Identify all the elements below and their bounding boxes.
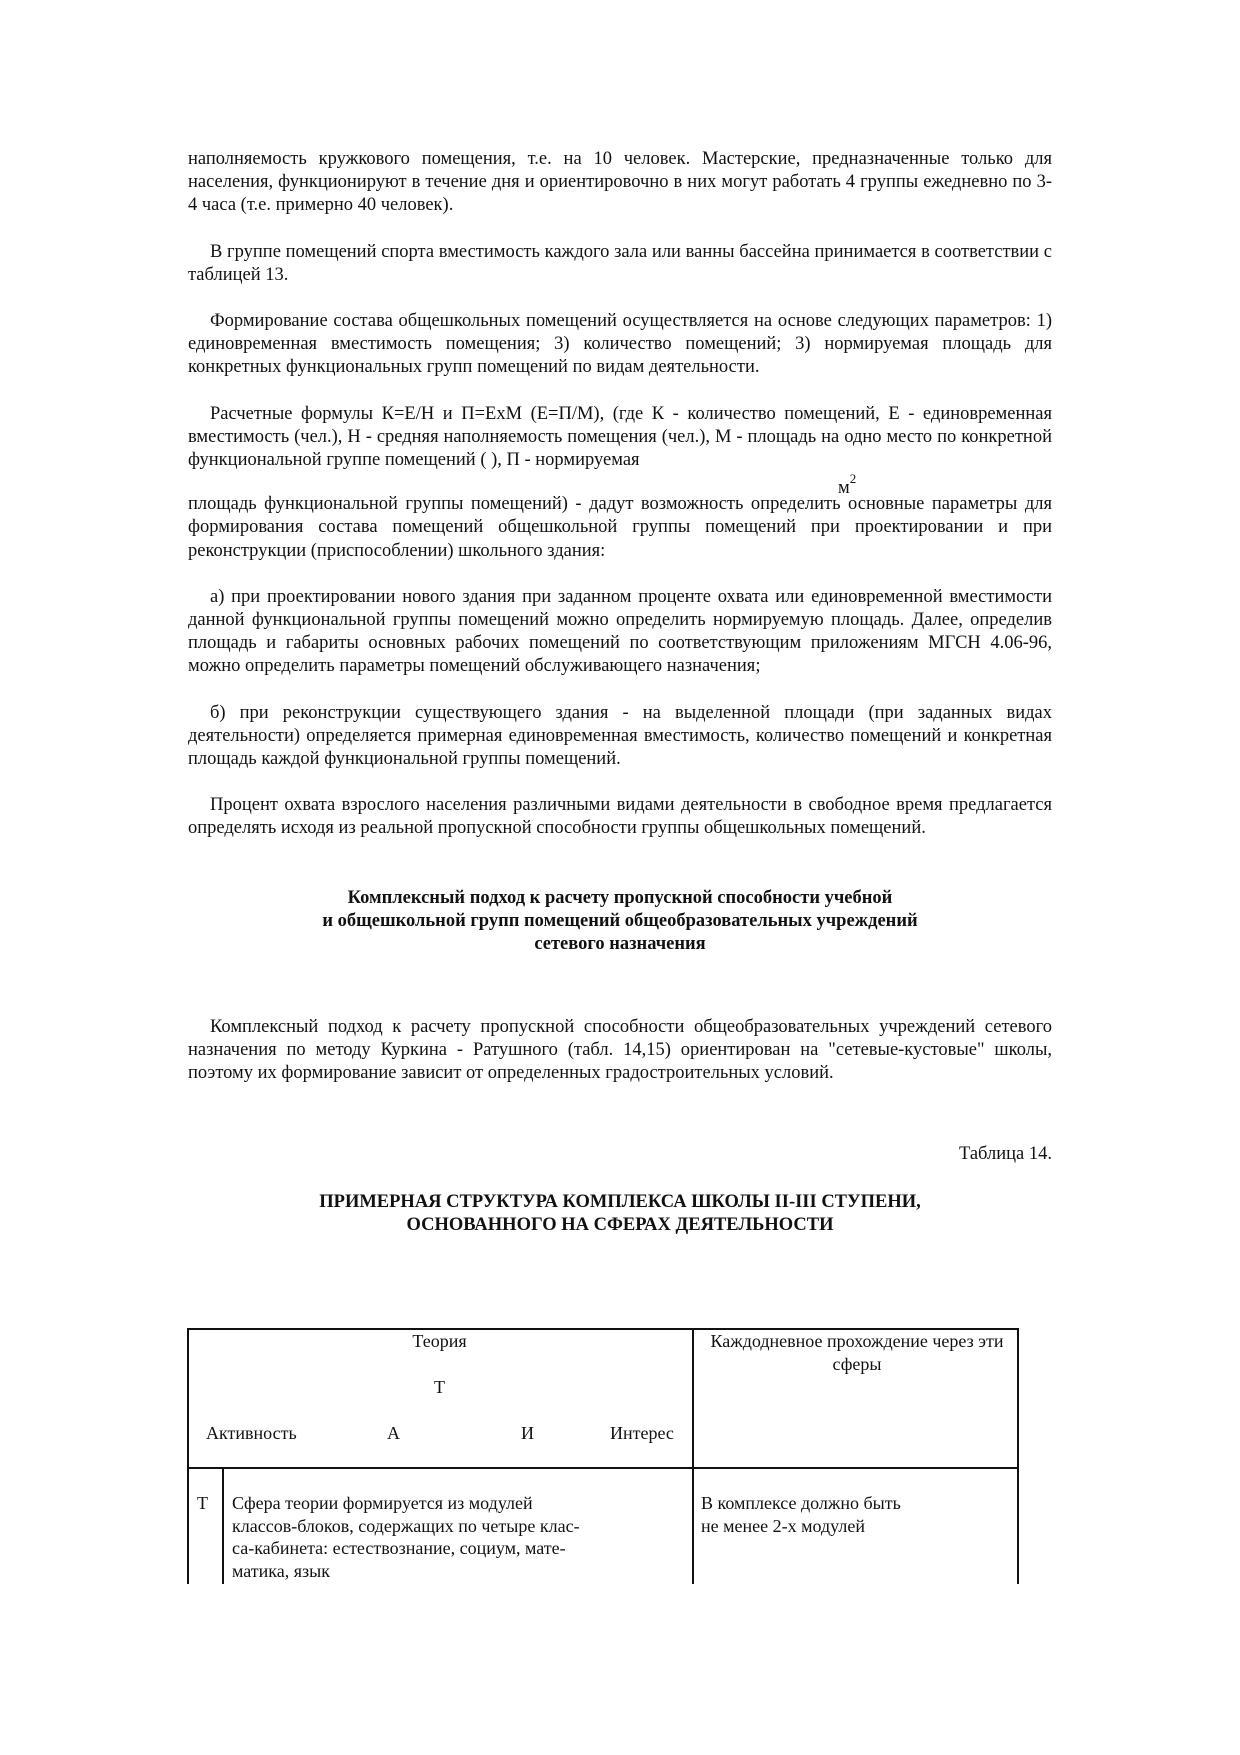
paragraph-3: Формирование состава общешкольных помещений осуществляется на основе следующих параметров: 1) единовременная вместимость помещения; 3) количество помещений; 3) нормируемая площадь для конкретных функциональных групп помещений по видам деятельности. [188,311,1052,378]
table-code-divider [222,1467,224,1584]
row-description: Сфера теории формируется из модулей классов-блоков, содержащих по четыре клас- са-кабинета: естествознание, социум, мате- матика, язык [232,1493,580,1581]
table-title: ПРИМЕРНАЯ СТРУКТУРА КОМПЛЕКСА ШКОЛЫ II-III СТУПЕНИ, ОСНОВАННОГО НА СФЕРАХ ДЕЯТЕЛЬНОСТИ [319,1192,921,1236]
row-code: Т [197,1493,208,1513]
paragraph-4-part-b: площадь функциональной группы помещений) - дадут возможность определить основные параметры для формирования состава помещений общешкольной группы помещений при проектировании и при реконструкции (приспособлении) школьного здания: [188,494,1052,561]
header-interest-label: Интерес [610,1423,674,1443]
section-heading: Комплексный подход к расчету пропускной способности учебной и общешкольной групп помещений общеобразовательных учреждений сетевого назначения [322,887,918,954]
row-note: В комплексе должно быть не менее 2-х модулей [701,1493,901,1536]
header-interest-letter: И [521,1423,534,1443]
document-page [188,148,1052,1263]
table-column-divider [692,1328,694,1584]
paragraph-4-part-a: Расчетные формулы К=Е/Н и П=ЕхМ (Е=П/М), (где К - количество помещений, Е - единовременная вместимость (чел.), Н - средняя наполняемость помещения (чел.), М - площадь на одно место по конкретной функциональной группе помещений ( ), П - нормируемая [188,403,1052,471]
header-activity-letter: А [387,1423,400,1443]
paragraph-1: наполняемость кружкового помещения, т.е. на 10 человек. Мастерские, предназначенные только для населения, функционируют в течение дня и ориентировочно в них могут работать 4 группы ежедневно по 3-4 часа (т.е. примерно 40 человек). [188,149,1052,216]
header-theory-letter: Т [434,1377,445,1397]
paragraph-7: Процент охвата взрослого населения различными видами деятельности в свободное время предлагается определять исходя из реальной пропускной способности группы общешкольных помещений. [188,795,1052,839]
header-theory-label: Теория [412,1331,467,1351]
unit-square-meters [188,470,1052,499]
paragraph-5: а) при проектировании нового здания при заданном проценте охвата или единовременной вместимости данной функциональной группы помещений можно определить нормируемую площадь. Далее, определив площадь и габариты основных рабочих помещений по соответствующим приложениям МГСН 4.06-96, можно определить параметры помещений обслуживающего назначения; [188,586,1052,677]
header-activity-label: Активность [206,1423,297,1443]
table-header-divider [187,1467,1019,1469]
unit-label: $м^2$ [838,471,857,499]
paragraph-2: В группе помещений спорта вместимость каждого зала или ванны бассейна принимается в соответствии с таблицей 13. [188,241,1052,285]
structure-table [187,1328,1019,1584]
table-border-left [187,1328,189,1584]
paragraph-6: б) при реконструкции существующего здания - на выделенной площади (при заданных видах деятельности) определяется примерная единовременная вместимость, количество помещений и конкретная площадь каждой функциональной группы помещений. [188,702,1052,770]
table-border-right [1017,1328,1019,1584]
header-daily-passage: Каждодневное прохождение через эти сферы [710,1331,1004,1374]
table-label: Таблица 14. [959,1144,1052,1165]
paragraph-8: Комплексный подход к расчету пропускной способности общеобразовательных учреждений сетевого назначения по методу Куркина - Ратушного (табл. 14,15) ориентирован на "сетевые-кустовые" школы, поэтому их формирование зависит от определенных градостроительных условий. [188,1016,1052,1084]
